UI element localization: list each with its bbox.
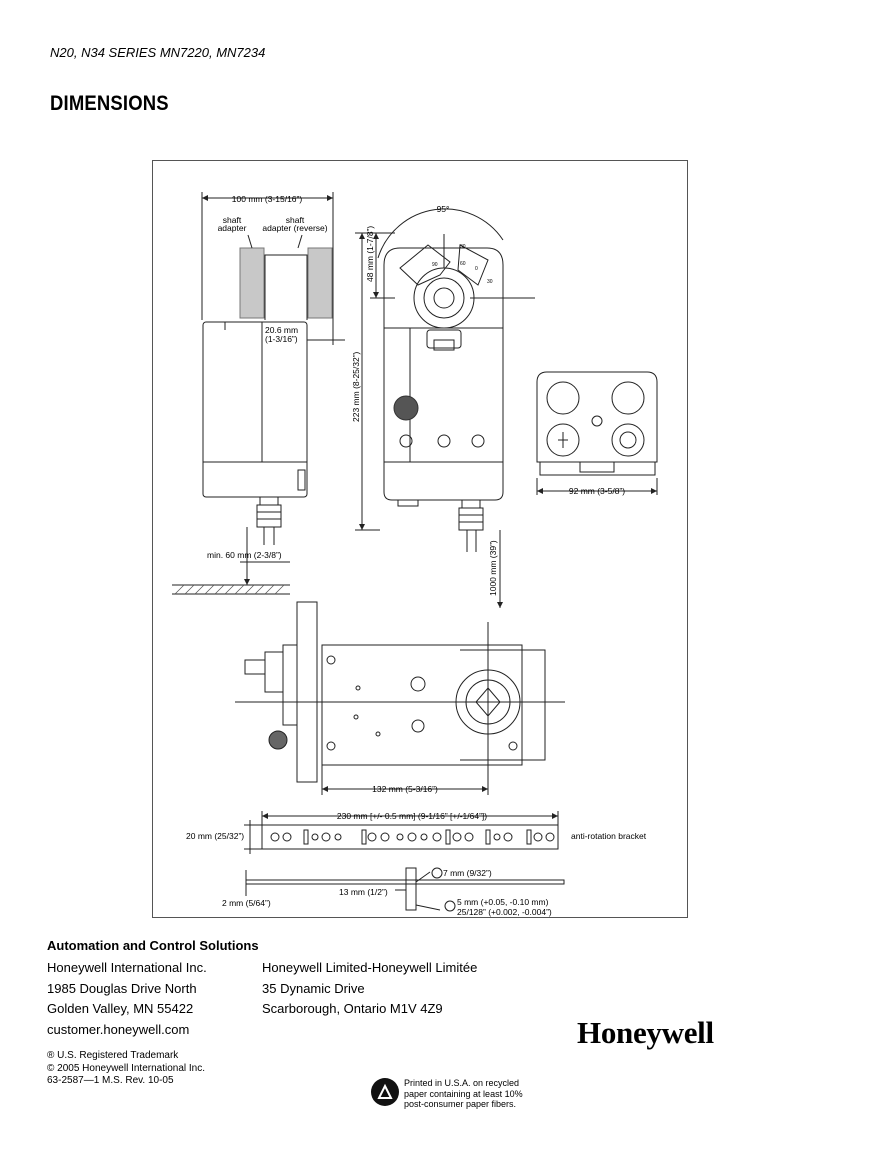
- shaft-adapter-reverse-label-1: shaft: [285, 215, 305, 225]
- canada-address: [262, 958, 477, 1020]
- dim-1000-label: 1000 mm (39”): [488, 540, 498, 596]
- bottom-view: [235, 602, 565, 795]
- ground-hatch: [175, 585, 284, 594]
- scale-mark: 0: [475, 266, 478, 272]
- address-line: Scarborough, Ontario M1V 4Z9: [262, 1001, 443, 1016]
- legal-notes: [47, 1050, 205, 1088]
- scale-mark: 30: [487, 279, 493, 285]
- recycle-line: paper containing at least 10%: [404, 1088, 523, 1099]
- scale-mark: 60: [460, 261, 466, 267]
- legal-line: © 2005 Honeywell International Inc.: [47, 1062, 206, 1074]
- scale-mark: 30: [460, 244, 466, 250]
- dim-100-label: 100 mm (3-15/16”): [231, 194, 303, 204]
- series-title: N20, N34 SERIES MN7220, MN7234: [50, 45, 266, 60]
- address-line: 1985 Douglas Drive North: [47, 980, 197, 996]
- dim-92-label: 92 mm (3-5/8”): [568, 486, 626, 496]
- legal-line: ® U.S. Registered Trademark: [47, 1050, 179, 1061]
- side-view: [172, 192, 345, 594]
- dim-230-label: 230 mm [+/- 0.5 mm] (9-1/16” [+/-1/64”]): [336, 811, 488, 821]
- end-view: [537, 372, 657, 495]
- recycle-line: post-consumer paper fibers.: [404, 1099, 517, 1109]
- dim-13-label: 13 mm (1/2”): [339, 887, 388, 897]
- us-address: [47, 958, 207, 1040]
- scale-mark: 90: [432, 262, 438, 268]
- website-link[interactable]: customer.honeywell.com: [47, 1021, 190, 1037]
- shaft-adapter-label-2: adapter: [217, 223, 247, 233]
- bracket-label: anti-rotation bracket: [571, 831, 647, 841]
- dim-132-label: 132 mm (5-3/16”): [372, 784, 438, 794]
- page-heading: DIMENSIONS: [50, 92, 169, 115]
- recycle-icon: [371, 1078, 399, 1106]
- address-line: Golden Valley, MN 55422: [47, 1001, 194, 1016]
- dim-20-6-label-2: (1-3/16”): [265, 334, 298, 344]
- dim-7-label: 7 mm (9/32”): [443, 868, 492, 878]
- shaft-adapter-label-1: shaft: [222, 215, 242, 225]
- address-line: Honeywell International Inc.: [47, 960, 207, 975]
- recycle-line: Printed in U.S.A. on recycled: [404, 1078, 520, 1088]
- dim-223-label: 223 mm (8-25/32”): [351, 351, 361, 422]
- dim-5-label-1: 5 mm (+0.05, -0.10 mm): [457, 897, 549, 907]
- front-view: [355, 209, 535, 608]
- address-line: 35 Dynamic Drive: [262, 980, 365, 996]
- recycled-paper-note: [404, 1078, 523, 1110]
- legal-line: 63-2587—1 M.S. Rev. 10-05: [47, 1075, 174, 1086]
- company-division: Automation and Control Solutions: [47, 938, 259, 953]
- dim-48-label: 48 mm (1-7/8”): [365, 225, 375, 282]
- honeywell-logo: Honeywell: [577, 1015, 714, 1050]
- dim-5-label-2: 25/128” (+0.002, -0.004”): [457, 907, 552, 917]
- dim-20-6-label-1: 20.6 mm: [265, 325, 299, 335]
- address-line: Honeywell Limited-Honeywell Limitée: [262, 960, 478, 975]
- dim-20-label: 20 mm (25/32”): [186, 831, 245, 841]
- dim-min60-label: min. 60 mm (2-3/8”): [207, 550, 282, 560]
- angle-label: 95°: [436, 204, 450, 214]
- dim-2-label: 2 mm (5/64”): [222, 898, 271, 908]
- shaft-adapter-reverse-label-2: adapter (reverse): [262, 223, 328, 233]
